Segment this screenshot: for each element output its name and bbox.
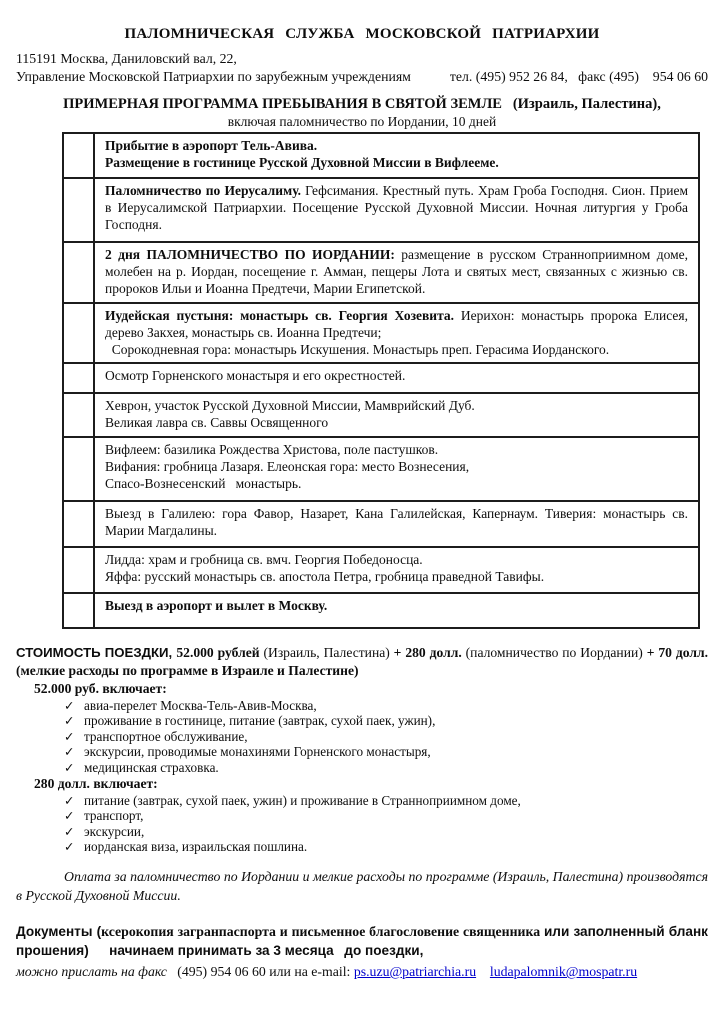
- text-run: Размещение в гостинице Русской Духовной Миссии в Вифлееме.: [105, 155, 499, 171]
- row-number-cell: [64, 243, 95, 302]
- itinerary-paragraph: [105, 367, 688, 384]
- text-run: Спасо-Вознесенский монастырь.: [105, 476, 302, 492]
- row-number-cell: [64, 594, 95, 627]
- itinerary-paragraph: [105, 182, 688, 234]
- text-run: или заполненный бланк прошения): [16, 923, 708, 959]
- text-run: Выезд в аэропорт и вылет в Москву.: [105, 597, 328, 613]
- row-number-cell: [64, 364, 95, 392]
- check-item: [64, 824, 708, 840]
- itinerary-row: [64, 364, 698, 394]
- row-text-cell: [95, 438, 698, 500]
- row-text-cell: [95, 394, 698, 435]
- text-run: Иудейская пустыня: монастырь св. Георгия Хозевита.: [105, 307, 455, 323]
- text-run: Иерихон: монастырь пророка Елисея, дерево Закхея, монастырь св. Иоанна Предтечи;: [105, 307, 688, 340]
- itinerary-paragraph: [105, 505, 688, 539]
- row-text-cell: [95, 548, 698, 592]
- itinerary-row: [64, 502, 698, 548]
- check-item: [64, 744, 708, 760]
- itinerary-row: [64, 304, 698, 365]
- header-contacts: тел. (495) 952 26 84, факс (495) 954 06 60: [449, 69, 708, 84]
- text-run: Яффа: русский монастырь св. апостола Петра, гробница праведной Тавифы.: [105, 568, 545, 584]
- check-item: [64, 729, 708, 745]
- text-run: Документы (: [16, 923, 102, 939]
- check-item: [64, 698, 708, 714]
- price-group-title: 52.000 руб. включает:: [34, 681, 167, 697]
- pricing-intro: [16, 644, 708, 681]
- check-icon: ✓: [64, 823, 75, 839]
- row-text-cell: [95, 364, 698, 392]
- itinerary-paragraph: [105, 597, 688, 614]
- text-run: Выезд в Галилею: гора Фавор, Назарет, Кана Галилейская, Капернаум. Тиверия: монастырь св. Марии Магдалины.: [105, 505, 688, 538]
- itinerary-paragraph: [105, 246, 688, 298]
- check-icon: ✓: [64, 713, 75, 729]
- documents-paragraph: [16, 922, 708, 961]
- itinerary-row: [64, 134, 698, 179]
- check-item-label: медицинская страховка.: [84, 760, 219, 775]
- price-group-title: 280 долл. включает:: [34, 776, 158, 792]
- itinerary-paragraph: [105, 551, 688, 568]
- text-run: + 280 долл.: [393, 644, 466, 660]
- check-item: [64, 839, 708, 855]
- row-number-cell: [64, 179, 95, 241]
- email-link[interactable]: ps.uzu@patriarchia.ru: [353, 963, 477, 979]
- text-run: 2 дня ПАЛОМНИЧЕСТВО ПО ИОРДАНИИ:: [105, 247, 395, 262]
- row-number-cell: [64, 548, 95, 592]
- check-icon: ✓: [64, 760, 75, 775]
- itinerary-paragraph: [105, 137, 688, 154]
- text-run: 52.000 рублей: [176, 644, 264, 660]
- text-run: Паломничество по Иерусалиму.: [105, 183, 301, 198]
- itinerary-row: [64, 594, 698, 627]
- text-run: Прибытие в аэропорт Тель-Авива.: [105, 138, 318, 153]
- check-item-label: транспортное обслуживание,: [84, 728, 248, 744]
- row-number-cell: [64, 134, 95, 177]
- text-run: можно прислать на факс: [16, 963, 167, 979]
- text-run: Хеврон, участок Русской Духовной Миссии, Мамврийский Дуб.: [105, 398, 475, 414]
- check-icon: ✓: [64, 792, 75, 808]
- itinerary-row: [64, 179, 698, 243]
- itinerary-row: [64, 548, 698, 594]
- email-link[interactable]: ludapalomnik@mospatr.ru: [489, 963, 638, 979]
- text-run: размещение в русском Странноприимном доме, молебен на р. Иордан, посещение г. Амман, пещеры Лота и святых мест, связанных с жизнью св. пророков Ильи и Иоанна Предтечи, Марии Египетской.: [105, 247, 688, 297]
- text-run: СТОИМОСТЬ ПОЕЗДКИ,: [16, 644, 177, 660]
- check-item-label: экскурсии, проводимые монахинями Горненского монастыря,: [84, 744, 431, 760]
- itinerary-row: [64, 243, 698, 304]
- check-item: [64, 793, 708, 809]
- check-icon: ✓: [64, 839, 75, 855]
- text-run: ксерокопия загранпаспорта и письменное благословение священника: [101, 923, 544, 939]
- check-icon: ✓: [64, 728, 75, 744]
- itinerary-paragraph: [105, 475, 688, 492]
- header-department-line: [16, 68, 708, 86]
- text-run: [476, 964, 490, 979]
- text-run: + 70 долл. (мелкие расходы по программе в Израиле и Палестине): [16, 644, 708, 679]
- header-address: 115191 Москва, Даниловский вал, 22,: [16, 51, 237, 66]
- pricing-section: [16, 644, 708, 855]
- text-run: Вифания: гробница Лазаря. Елеонская гора: место Вознесения,: [105, 458, 470, 474]
- check-item-label: питание (завтрак, сухой паек, ужин) и проживание в Странноприимном доме,: [84, 792, 521, 808]
- check-item: [64, 808, 708, 824]
- itinerary-paragraph: [105, 414, 688, 431]
- row-number-cell: [64, 304, 95, 363]
- text-run: Сорокодневная гора: монастырь Искушения. Монастырь преп. Герасима Иорданского.: [105, 342, 610, 358]
- row-text-cell: [95, 134, 698, 177]
- check-item-label: транспорт,: [84, 808, 144, 824]
- text-run: (Израиль, Палестина): [263, 644, 394, 660]
- row-number-cell: [64, 502, 95, 546]
- text-run: Великая лавра св. Саввы Освященного: [105, 415, 329, 431]
- text-run: начинаем принимать за 3 месяца до поездки,: [88, 943, 424, 959]
- itinerary-row: [64, 394, 698, 437]
- check-item-label: экскурсии,: [84, 823, 145, 839]
- check-icon: ✓: [64, 744, 75, 760]
- row-number-cell: [64, 438, 95, 500]
- program-title: ПРИМЕРНАЯ ПРОГРАММА ПРЕБЫВАНИЯ В СВЯТОЙ ЗЕМЛЕ (Израиль, Палестина),: [63, 96, 661, 112]
- check-item-label: авиа-перелет Москва-Тель-Авив-Москва,: [84, 697, 317, 713]
- price-groups: [16, 681, 708, 855]
- check-icon: ✓: [64, 808, 75, 824]
- itinerary-paragraph: [105, 341, 688, 358]
- itinerary-paragraph: [105, 154, 688, 171]
- row-text-cell: [95, 502, 698, 546]
- itinerary-row: [64, 438, 698, 502]
- text-run: Гефсимания. Крестный путь. Храм Гроба Господня. Сион. Прием в Иерусалимской Патриархии. Посещение Русской Духовной Миссии. Ночная литургия у Гроба Господня.: [105, 183, 688, 233]
- row-text-cell: [95, 179, 698, 241]
- itinerary-table: [62, 132, 700, 629]
- check-item-label: иорданская виза, израильская пошлина.: [84, 839, 308, 855]
- text-run: Вифлеем: базилика Рождества Христова, поле пастушков.: [105, 441, 439, 457]
- header-department: Управление Московской Патриархии по зарубежным учреждениям: [16, 69, 411, 84]
- itinerary-paragraph: [105, 568, 688, 585]
- check-item: [64, 760, 708, 776]
- check-icon: ✓: [64, 697, 75, 713]
- fax-email-line: [16, 962, 708, 981]
- payment-note: Оплата за паломничество по Иордании и мелкие расходы по программе (Израиль, Палестина) производятся в Русской Духовной Миссии.: [16, 868, 708, 903]
- text-run: Лидда: храм и гробница св. вмч. Георгия Победоносца.: [105, 551, 423, 567]
- text-run: Осмотр Горненского монастыря и его окрестностей.: [105, 368, 406, 384]
- itinerary-paragraph: [105, 441, 688, 458]
- row-text-cell: [95, 594, 698, 627]
- row-text-cell: [95, 243, 698, 302]
- check-item: [64, 713, 708, 729]
- check-item-label: проживание в гостинице, питание (завтрак, сухой паек, ужин),: [84, 713, 436, 729]
- row-number-cell: [64, 394, 95, 435]
- row-text-cell: [95, 304, 698, 363]
- itinerary-paragraph: [105, 458, 688, 475]
- header-org: ПАЛОМНИЧЕСКАЯ СЛУЖБА МОСКОВСКОЙ ПАТРИАРХИИ: [124, 26, 600, 42]
- text-run: (495) 954 06 60 или на e-mail:: [166, 963, 354, 979]
- text-run: (паломничество по Иордании): [465, 644, 647, 660]
- itinerary-paragraph: [105, 307, 688, 341]
- program-subtitle: включая паломничество по Иордании, 10 дней: [227, 114, 497, 129]
- itinerary-paragraph: [105, 397, 688, 414]
